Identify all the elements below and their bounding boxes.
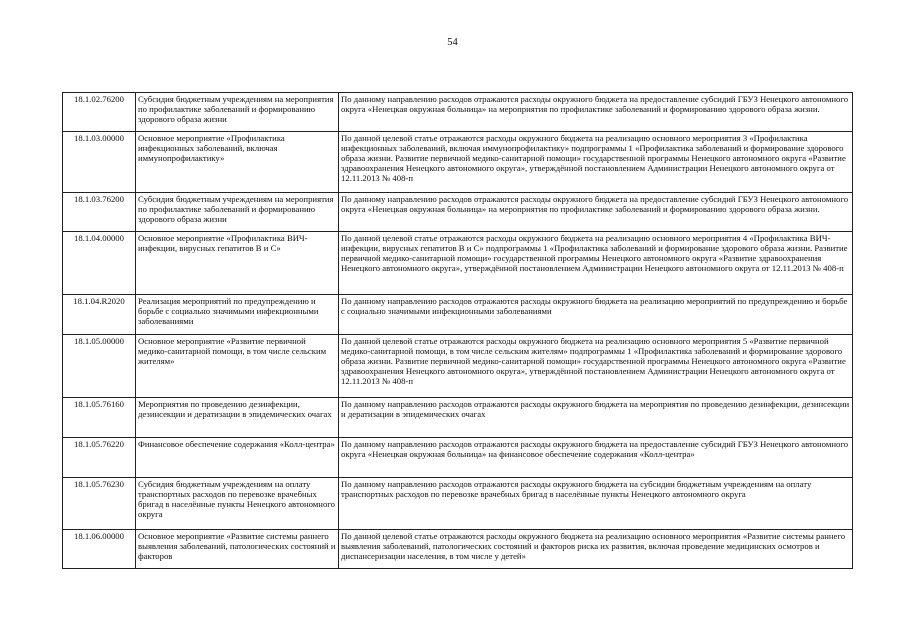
row-description: По данной целевой статье отражаются расходы окружного бюджета на реализацию основного мероприятия 5 «Развитие первичной медико-санитарной помощи, в том числе сельским жителям» подпрограммы 1 «Профилактика заболеваний и формирование здорового образа жизни. Развитие первичной медико-санитарной помощи» государственной программы Ненецкого автономного округа «Развитие здравоохранения Ненецкого автономного округа», утверждённой постановлением Администрации Ненецкого автономного округа от 12.11.2013 № 408-п	[339, 335, 853, 398]
row-description: По данной целевой статье отражаются расходы окружного бюджета на реализацию основного мероприятия 4 «Профилактика ВИЧ-инфекции, вирусных гепатитов В и С» подпрограммы 1 «Профилактика заболеваний и формирование здорового образа жизни. Развитие первичной медико-санитарной помощи» государственной программы Ненецкого автономного округа «Развитие здравоохранения Ненецкого автономного округа», утверждённой постановлением Администрации Ненецкого автономного округа от 12.11.2013 № 408-п	[339, 232, 853, 295]
row-description: По данному направлению расходов отражаются расходы окружного бюджета на предоставление субсидий ГБУЗ Ненецкого автономного округа «Ненецкая окружная больница» на финансовое обеспечение содержания «Колл-центра»	[339, 438, 853, 478]
row-name: Основное мероприятие «Развитие системы раннего выявления заболеваний, патологических состояний и факторов	[136, 530, 339, 569]
table-row	[63, 132, 853, 193]
table-row	[63, 398, 853, 438]
row-name: Финансовое обеспечение содержания «Колл-центра»	[136, 438, 339, 478]
row-name: Основное мероприятие «Профилактика ВИЧ-инфекции, вирусных гепатитов В и С»	[136, 232, 339, 295]
table-row	[63, 478, 853, 530]
table-row	[63, 232, 853, 295]
budget-classification-table	[62, 92, 853, 569]
row-code: 18.1.02.76200	[63, 93, 136, 132]
row-description: По данному направлению расходов отражаются расходы окружного бюджета на реализацию мероприятий по предупреждению и борьбе с социально значимыми инфекционными заболеваниями	[339, 295, 853, 335]
table-row	[63, 335, 853, 398]
row-name: Субсидия бюджетным учреждениям на мероприятия по профилактике заболеваний и формированию здорового образа жизни	[136, 93, 339, 132]
page-number: 54	[447, 37, 458, 48]
table-row	[63, 193, 853, 232]
row-name: Основное мероприятие «Развитие первичной медико-санитарной помощи, в том числе сельским жителям»	[136, 335, 339, 398]
row-description: По данной целевой статье отражаются расходы окружного бюджета на реализацию основного мероприятия «Развитие системы раннего выявления заболеваний, патологических состояний и факторов риска их развития, включая проведение медицинских осмотров и диспансеризации населения, в том числе у детей»	[339, 530, 853, 569]
row-description: По данной целевой статье отражаются расходы окружного бюджета на реализацию основного мероприятия 3 «Профилактика инфекционных заболеваний, включая иммунопрофилактику» подпрограммы 1 «Профилактика заболеваний и формирование здорового образа жизни. Развитие первичной медико-санитарной помощи» государственной программы Ненецкого автономного округа «Развитие здравоохранения Ненецкого автономного округа», утверждённой постановлением Администрации Ненецкого автономного округа от 12.11.2013 № 408-п	[339, 132, 853, 193]
row-name: Мероприятия по проведению дезинфекции, дезинсекции и дератизации в эпидемических очагах	[136, 398, 339, 438]
row-name: Субсидия бюджетным учреждениям на мероприятия по профилактике заболеваний и формированию здорового образа жизни	[136, 193, 339, 232]
row-code: 18.1.06.00000	[63, 530, 136, 569]
row-code: 18.1.04.00000	[63, 232, 136, 295]
row-description: По данному направлению расходов отражаются расходы окружного бюджета на предоставление субсидий ГБУЗ Ненецкого автономного округа «Ненецкая окружная больница» на мероприятия по профилактике заболеваний и формированию здорового образа жизни.	[339, 93, 853, 132]
row-code: 18.1.05.00000	[63, 335, 136, 398]
row-name: Реализация мероприятий по предупреждению и борьбе с социально значимыми инфекционными заболеваниями	[136, 295, 339, 335]
table-row	[63, 438, 853, 478]
table-row	[63, 295, 853, 335]
row-name: Субсидия бюджетным учреждениям на оплату транспортных расходов по перевозке врачебных бригад в населённые пункты Ненецкого автономного округа	[136, 478, 339, 530]
row-code: 18.1.05.76160	[63, 398, 136, 438]
row-code: 18.1.05.76220	[63, 438, 136, 478]
row-code: 18.1.05.76230	[63, 478, 136, 530]
row-description: По данному направлению расходов отражаются расходы окружного бюджета на мероприятия по проведению дезинфекции, дезинсекции и дератизации в эпидемических очагах	[339, 398, 853, 438]
row-code: 18.1.03.76200	[63, 193, 136, 232]
row-name: Основное мероприятие «Профилактика инфекционных заболеваний, включая иммунопрофилактику»	[136, 132, 339, 193]
row-description: По данному направлению расходов отражаются расходы окружного бюджета на предоставление субсидий ГБУЗ Ненецкого автономного округа «Ненецкая окружная больница» на мероприятия по профилактике заболеваний и формированию здорового образа жизни.	[339, 193, 853, 232]
table-row	[63, 93, 853, 132]
row-description: По данному направлению расходов отражаются расходы окружного бюджета на субсидии бюджетным учреждениям на оплату транспортных расходов по перевозке врачебных бригад в населённые пункты Ненецкого автономного округа	[339, 478, 853, 530]
table-row	[63, 530, 853, 569]
row-code: 18.1.04.R2020	[63, 295, 136, 335]
row-code: 18.1.03.00000	[63, 132, 136, 193]
